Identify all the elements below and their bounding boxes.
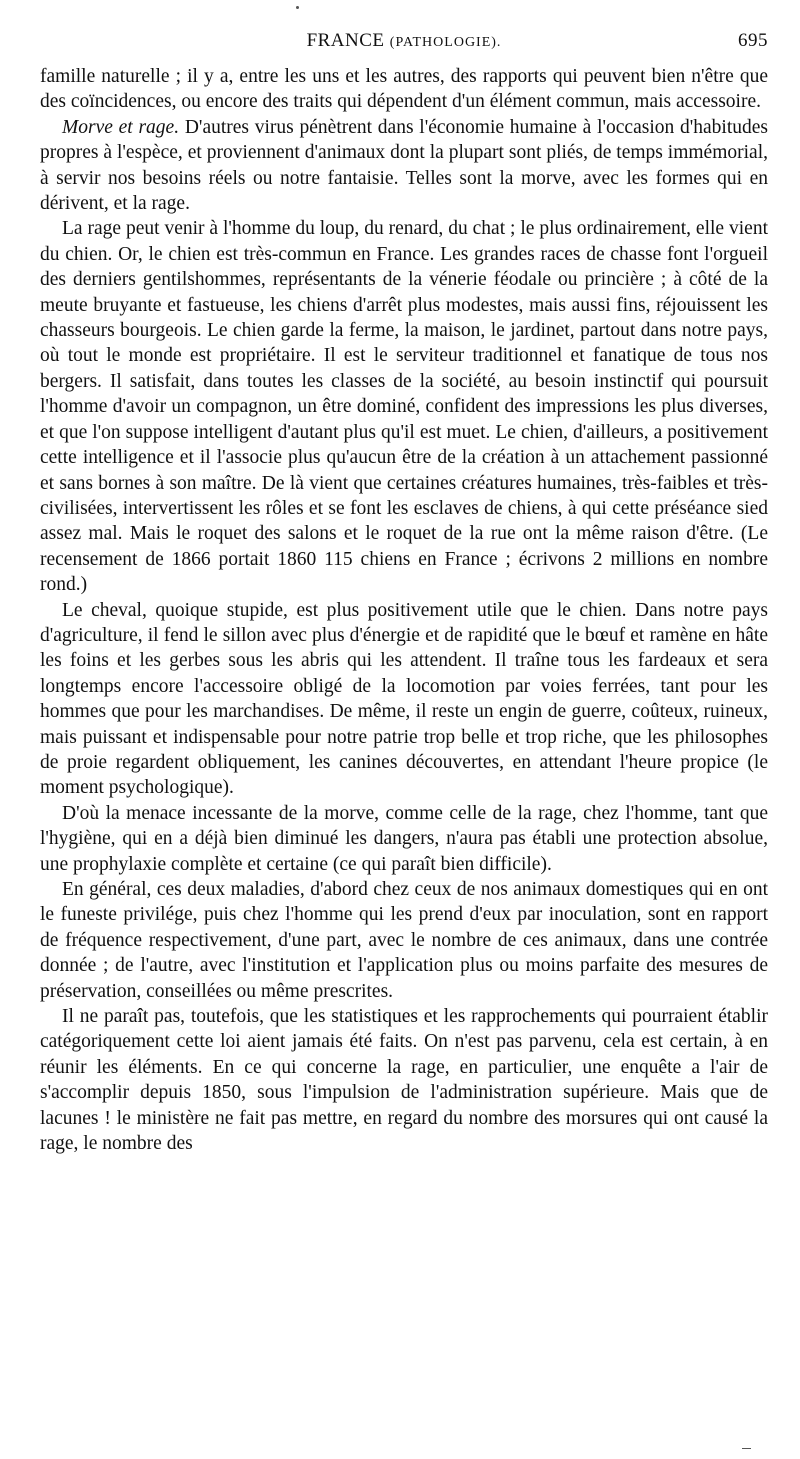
paragraph-4	[40, 598, 768, 801]
paragraph-text: La rage peut venir à l'homme du loup, du renard, du chat ; le plus ordinairement, elle vient du chien. Or, le chien est très-commun en France. Les grandes races de chasse font l'orgueil des derniers gentilshommes, représentants de la vénerie féodale ou princière ; à côté de la meute bruyante et fastueuse, les chiens d'arrêt plus modestes, mais aussi fins, réjouissent les chasseurs bourgeois. Le chien garde la ferme, la maison, le jardinet, partout dans notre pays, où tout le monde est propriétaire. Il est le serviteur traditionnel et fanatique de tous nos bergers. Il satisfait, dans toutes les classes de la société, au besoin instinctif qui poursuit l'homme d'avoir un compagnon, un être dominé, confident des impressions les plus diverses, et que l'on suppose intelligent d'autant plus qu'il est muet. Le chien, d'ailleurs, a positivement cette intelligence et il l'associe plus qu'aucun être de la création à un attachement passionné et sans bornes à son maître. De là vient que certaines créatures humaines, très-faibles et très-civilisées, intervertissent les rôles et se font les esclaves de chiens, à qui cette préséance sied assez mal. Mais le roquet des salons et le roquet de la rue ont la même raison d'être. (Le recensement de 1866 portait 1860 115 chiens en France ; écrivons 2 millions en nombre rond.)	[40, 218, 768, 596]
paragraph-text: D'autres virus pénètrent dans l'économie humaine à l'occasion d'habitudes propres à l'espèce, et proviennent d'animaux dont la plupart sont pliés, de temps immémorial, à servir nos besoins réels ou notre fantaisie. Telles sont la morve, avec les formes qui en dérivent, et la rage.	[40, 116, 768, 215]
scan-speck	[296, 6, 299, 9]
body-text	[40, 64, 768, 1156]
paragraph-text: famille naturelle ; il y a, entre les uns et les autres, des rapports qui peuvent bien n'être que des coïncidences, ou encore des traits qui dépendent d'un élément commun, mais accessoire.	[40, 66, 768, 113]
paragraph-7	[40, 1004, 768, 1156]
paragraph-2	[40, 115, 768, 217]
paragraph-5	[40, 801, 768, 877]
title-sub: (PATHOLOGIE).	[389, 35, 502, 50]
paragraph-1	[40, 64, 768, 115]
page-number: 695	[738, 30, 768, 51]
paragraph-text: Il ne paraît pas, toutefois, que les statistiques et les rapprochements qui pourraient établir catégoriquement cette loi aient jamais été faits. On n'est pas parvenu, cela est certain, à en réunir les éléments. En ce qui concerne la rage, en particulier, une enquête a l'air de s'accomplir depuis 1850, sous l'impulsion de l'administration supérieure. Mais que de lacunes ! le ministère ne fait pas mettre, en regard du nombre des morsures qui ont causé la rage, le nombre des	[40, 1006, 768, 1155]
running-head	[40, 30, 768, 58]
paragraph-text: En général, ces deux maladies, d'abord chez ceux de nos animaux domestiques qui en ont le funeste privilége, puis chez l'homme qui les prend d'eux par inoculation, sont en rapport de fréquence respectivement, d'une part, avec le nombre de ces animaux, dans une contrée donnée ; de l'autre, avec l'institution et l'application plus ou moins parfaite des mesures de préservation, conseillées ou même prescrites.	[40, 879, 768, 1002]
paragraph-text: Le cheval, quoique stupide, est plus positivement utile que le chien. Dans notre pays d'agriculture, il fend le sillon avec plus d'énergie et de rapidité que le bœuf et ramène en hâte les foins et les gerbes sous les abris qui les attendent. Il traîne tous les fardeaux et sera longtemps encore l'accessoire obligé de la locomotion par voies ferrées, tant pour les hommes que pour les marchandises. De même, il reste un engin de guerre, coûteux, ruineux, mais puissant et indispensable pour notre patrie trop belle et trop riche, que les philosophes de proie regardent obliquement, les canines découvertes, en attendant l'heure propice (le moment psychologique).	[40, 599, 768, 799]
scan-speck	[742, 1448, 751, 1449]
paragraph-6	[40, 877, 768, 1004]
paragraph-3	[40, 216, 768, 597]
paragraph-text: D'où la menace incessante de la morve, comme celle de la rage, chez l'homme, tant que l'hygiène, qui en a déjà bien diminué les dangers, n'aura pas établi une protection absolue, une prophylaxie complète et certaine (ce qui paraît bien difficile).	[40, 802, 768, 875]
section-run-in-heading: Morve et rage.	[62, 116, 180, 138]
running-title	[40, 30, 768, 52]
title-main: FRANCE	[306, 30, 385, 51]
